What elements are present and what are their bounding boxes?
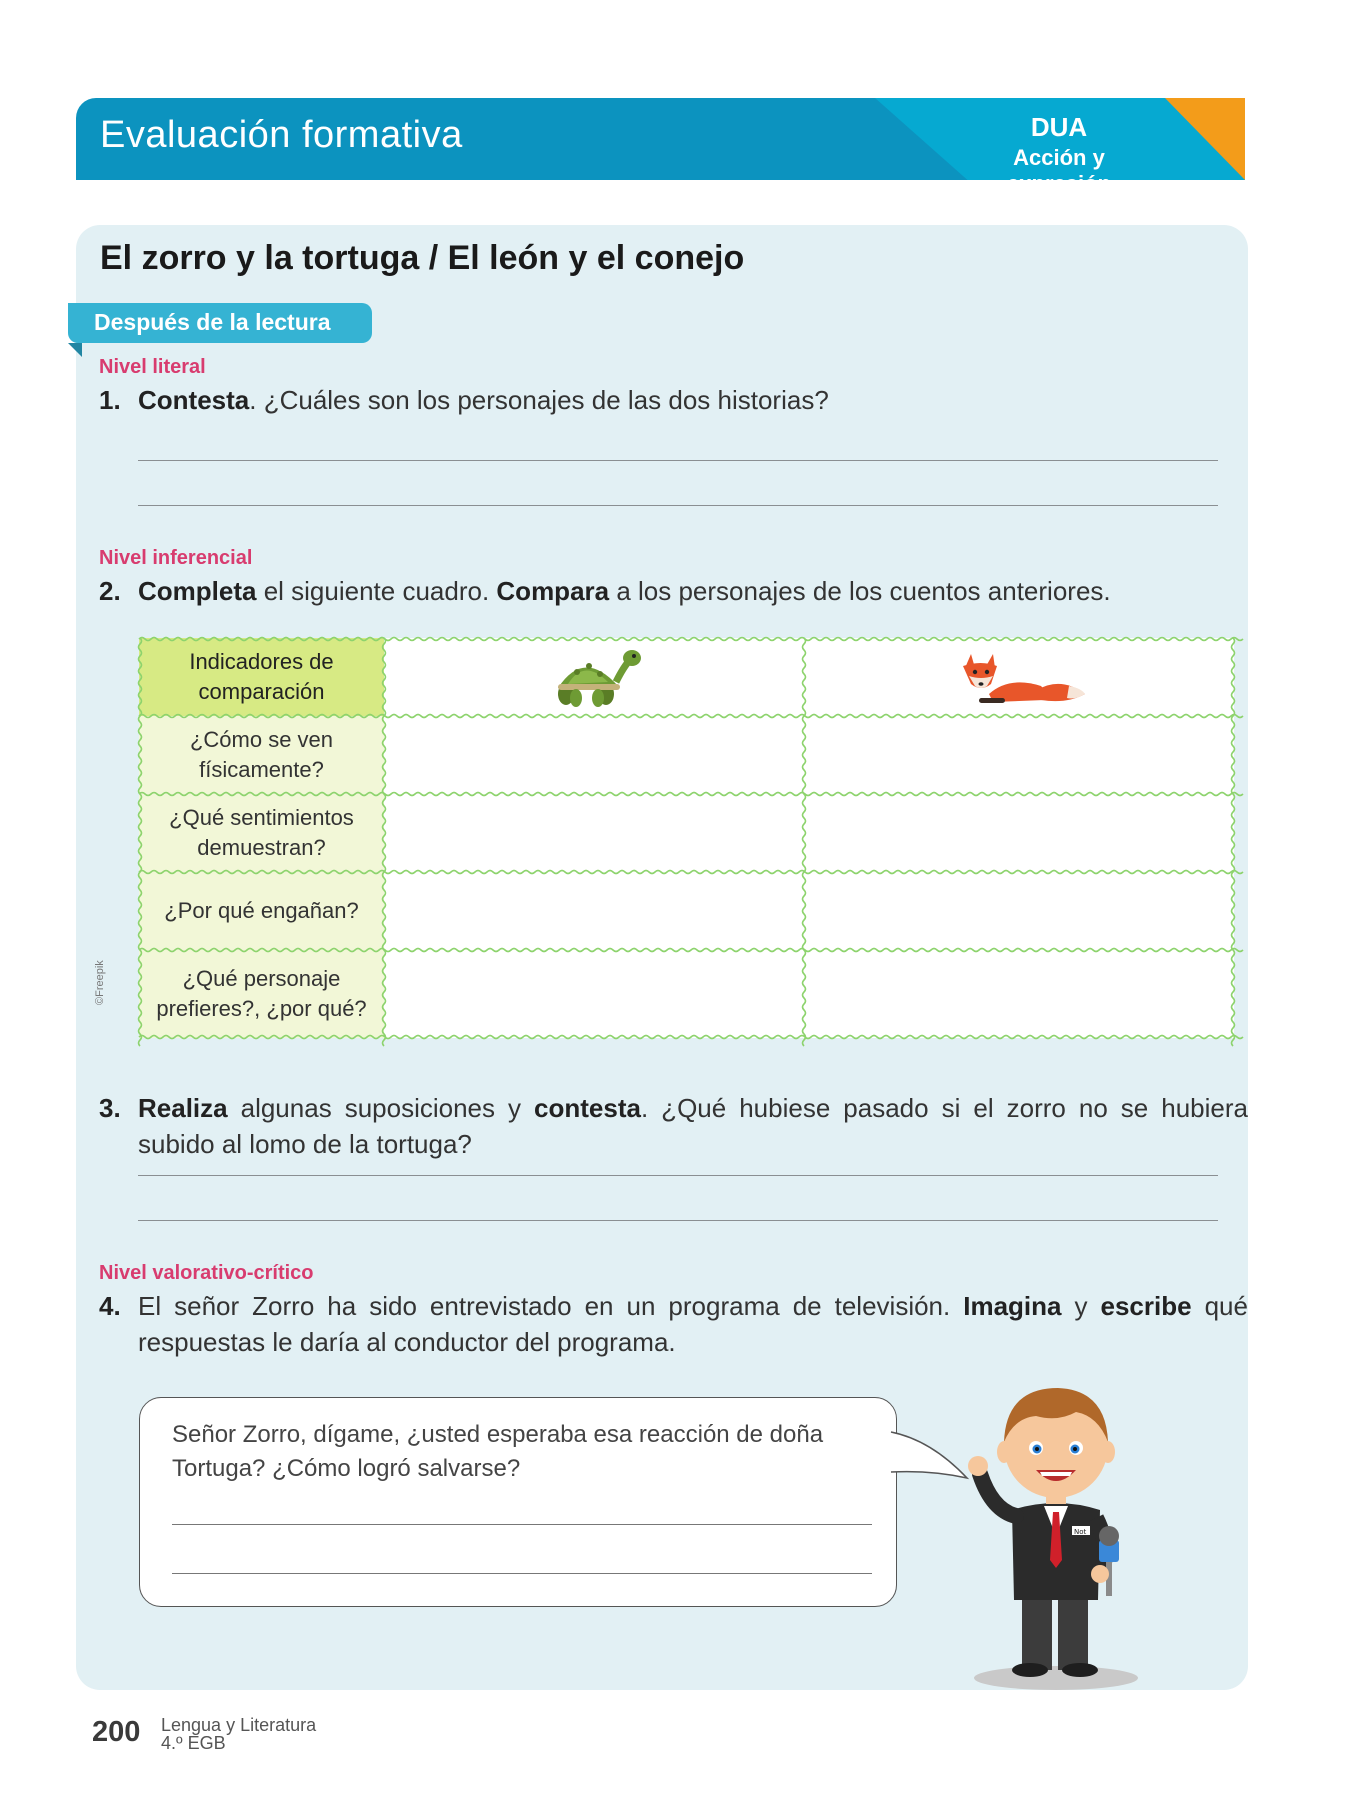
- instruction-verb: contesta: [534, 1093, 641, 1123]
- header-banner: [76, 98, 1245, 196]
- page-number: 200: [92, 1716, 141, 1748]
- table-vertical-border: [139, 638, 142, 1046]
- speech-bubble-tail: [891, 1430, 971, 1490]
- instruction-verb: Contesta: [138, 385, 250, 415]
- question-number: 1.: [99, 385, 121, 415]
- level-literal: Nivel literal: [99, 356, 206, 378]
- image-credit: ©Freepik: [94, 960, 106, 1005]
- grade-level: 4.º EGB: [161, 1733, 226, 1753]
- table-vertical-border: [383, 638, 386, 1046]
- instruction-verb: escribe: [1100, 1291, 1192, 1321]
- question-number: 4.: [99, 1291, 121, 1321]
- table-horizontal-border: [139, 949, 1243, 952]
- instruction-verb: Completa: [138, 576, 257, 606]
- question-text: y: [1061, 1291, 1101, 1321]
- section-tab: [68, 303, 372, 343]
- table-wavy-borders: [139, 638, 1234, 1038]
- answer-line[interactable]: [172, 1524, 872, 1525]
- subject-name: Lengua y Literatura: [161, 1715, 317, 1735]
- dua-title: DUA: [1030, 112, 1088, 142]
- table-row-label: ¿Qué personaje prefieres?, ¿por qué?: [139, 950, 384, 1038]
- table-header-indicators: Indicadores de comparación: [139, 638, 384, 716]
- instruction-verb: Compara: [496, 576, 610, 606]
- dua-label: [969, 112, 1149, 197]
- answer-line[interactable]: [138, 460, 1218, 461]
- question-2: [99, 573, 1239, 609]
- table-horizontal-border: [139, 871, 1243, 874]
- activity-panel: [76, 225, 1248, 1690]
- question-3: [99, 1090, 1248, 1162]
- answer-line[interactable]: [138, 505, 1218, 506]
- footer-subject: [161, 1716, 316, 1752]
- question-text: . ¿Cuáles son los personajes de las dos historias?: [249, 385, 829, 415]
- table-row-label: ¿Por qué engañan?: [139, 872, 384, 950]
- question-1: [99, 382, 1239, 418]
- reporter-boy-illustration: [966, 1360, 1146, 1690]
- table-vertical-border: [803, 638, 806, 1046]
- answer-line[interactable]: [138, 1220, 1218, 1221]
- section-title: El zorro y la tortuga / El león y el conejo: [100, 239, 745, 277]
- question-text: . ¿Qué hubiese pasado si el zorro no se hubiera subido al lomo de la tortuga?: [138, 1093, 1248, 1159]
- question-text: a los personajes de los cuentos anteriores.: [609, 576, 1111, 606]
- answer-line[interactable]: [138, 1175, 1218, 1176]
- table-horizontal-border: [139, 715, 1243, 718]
- question-number: 3.: [99, 1093, 121, 1123]
- section-tab-label: Después de la lectura: [94, 309, 331, 335]
- dua-subtitle: Acción y expresión: [1007, 145, 1111, 196]
- tab-fold: [68, 343, 82, 357]
- answer-line[interactable]: [172, 1573, 872, 1574]
- table-row-label: ¿Cómo se ven físicamente?: [139, 716, 384, 794]
- question-text: qué respuestas le daría al conductor del programa.: [138, 1291, 1248, 1357]
- table-row-label: ¿Qué sentimientos demuestran?: [139, 794, 384, 872]
- question-number: 2.: [99, 576, 121, 606]
- comparison-table: [139, 638, 1234, 1038]
- question-4: [99, 1288, 1248, 1360]
- badge-text: Not: [1074, 1528, 1087, 1536]
- page-title: Evaluación formativa: [100, 114, 463, 156]
- level-inferencial: Nivel inferencial: [99, 547, 253, 569]
- instruction-verb: Realiza: [138, 1093, 228, 1123]
- question-text: El señor Zorro ha sido entrevistado en un programa de televisión.: [138, 1291, 964, 1321]
- question-text: algunas suposiciones y: [227, 1093, 535, 1123]
- table-horizontal-border: [139, 638, 1243, 641]
- question-text: el siguiente cuadro.: [256, 576, 497, 606]
- interviewer-question: Señor Zorro, dígame, ¿usted esperaba esa reacción de doña Tortuga? ¿Cómo logró salvarse?: [172, 1421, 824, 1482]
- speech-bubble: [139, 1397, 897, 1607]
- level-valorativo-critico: Nivel valorativo-crítico: [99, 1262, 314, 1284]
- table-horizontal-border: [139, 793, 1243, 796]
- table-vertical-border: [1232, 638, 1235, 1046]
- table-horizontal-border: [139, 1036, 1243, 1039]
- instruction-verb: Imagina: [963, 1291, 1062, 1321]
